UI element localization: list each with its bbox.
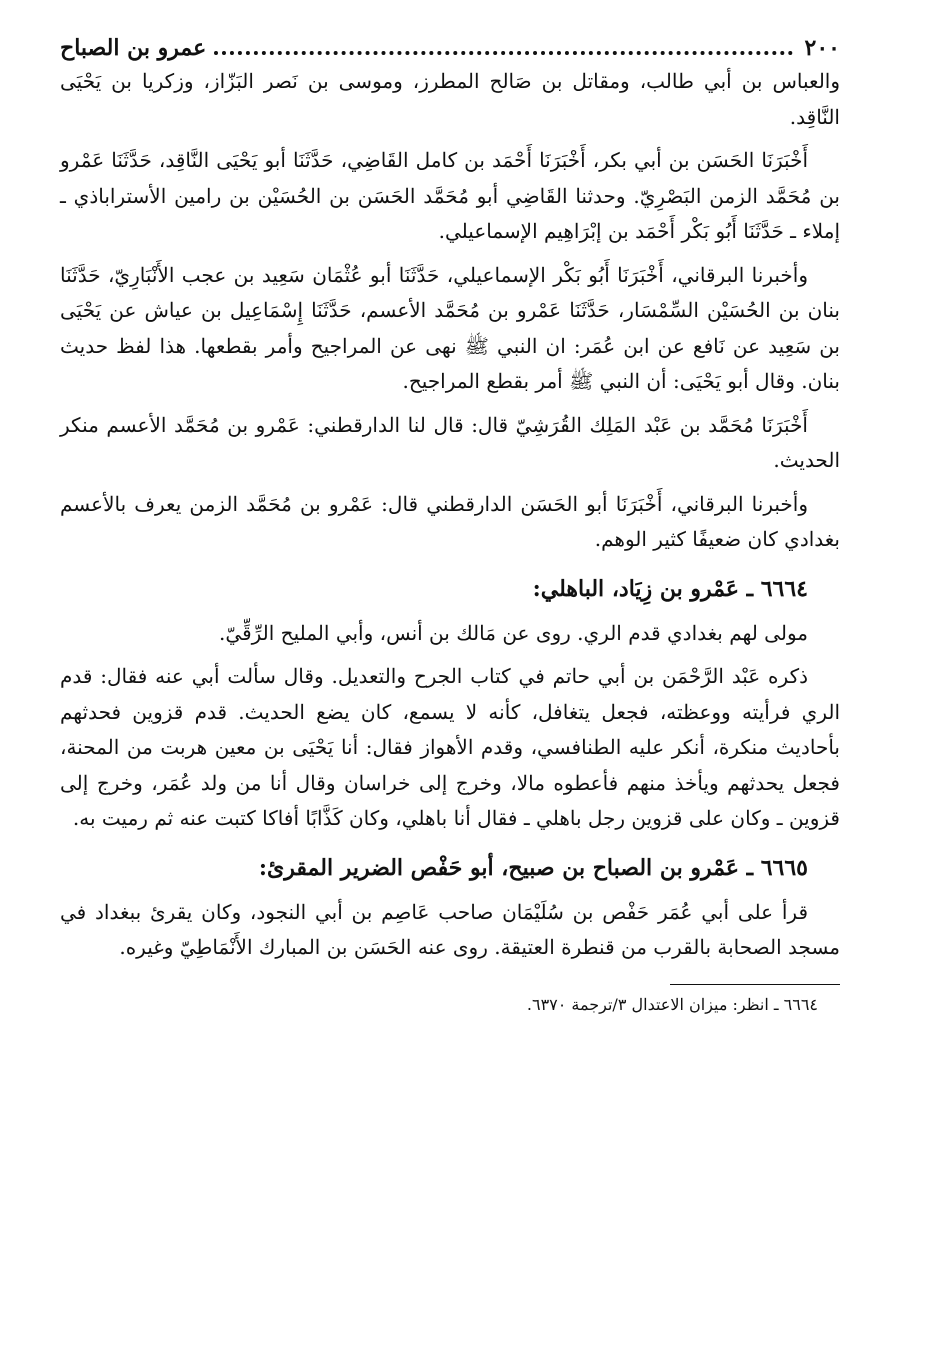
- footnote-separator: [670, 984, 840, 985]
- running-title: عمرو بن الصباح: [60, 35, 207, 61]
- paragraph: قرأ على أبي عُمَر حَفْص بن سُلَيْمَان صاحب عَاصِم بن أبي النجود، وكان يقرئ ببغداد في مسجد الصحابة بالقرب من قنطرة العتيقة. روى عنه الحَسَن بن المبارك الأَنْمَاطِيّ وغيره.: [60, 899, 840, 959]
- paragraph: ذكره عَبْد الرَّحْمَن بن أبي حاتم في كتاب الجرح والتعديل. وقال سألت أبي عنه فقال: قدم الري فرأيته ووعظته، فجعل يتغافل، كأنه لا يسمع، كان يضع الحديث. قدم قزوين فحدثهم بأحاديث منكرة، أنكر عليه الطنافسي، وقدم الأهواز فقال: أنا يَحْيَى بن معين هربت من المحنة، فجعل يحدثهم ويأخذ منهم فأعطوه مالا، وخرج إلى خراسان وقال أنا من ولد عُمَر، وخرج إلى قزوين ـ وكان على قزوين رجل باهلي ـ فقال أنا باهلي، وكان كَذَّابًا أفاكا كتبت عنه ثم رميت به.: [60, 664, 840, 830]
- header-dot-leader: [214, 51, 792, 55]
- paragraph: وأخبرنا البرقاني، أَخْبَرَنَا أبو الحَسَن الدارقطني قال: عَمْرو بن مُحَمَّد الزمن يعرف بالأعسم بغدادي كان ضعيفًا كثير الوهم.: [60, 491, 840, 551]
- footnote: ٦٦٦٤ ـ انظر: ميزان الاعتدال ٣/ترجمة ٦٣٧٠.: [526, 994, 818, 1014]
- paragraph: والعباس بن أبي طالب، ومقاتل بن صَالح المطرز، وموسى بن نَصر البَزّاز، وزكريا بن يَحْيَى النَّاقِد.: [60, 69, 841, 129]
- page-content: [60, 30, 840, 1019]
- paragraph: مولى لهم بغدادي قدم الري. روى عن مَالك بن أنس، وأبي المليح الرِّقِّيّ.: [219, 620, 808, 645]
- paragraph: أَخْبَرَنَا الحَسَن بن أبي بكر، أَخْبَرَنَا أَحْمَد بن كامل القَاضِي، حَدَّثَنَا أبو يَحْيَى النَّاقِد، حَدَّثَنَا عَمْرو بن مُحَمَّد الزمن البَصْرِيّ. وحدثنا القَاضِي أبو مُحَمَّد الحَسَن بن الحُسَيْن بن رامين الأستراباذي ـ إملاء ـ حَدَّثَنَا أَبُو بَكْر أَحْمَد بن إبْرَاهِيم الإسماعيلي.: [60, 148, 840, 243]
- page-number: ٢٠٠: [804, 35, 840, 61]
- paragraph: وأخبرنا البرقاني، أَخْبَرَنَا أَبُو بَكْر الإسماعيلي، حَدَّثَنَا أبو عُثْمَان سَعِيد بن عجب الأَنْبَارِيّ، حَدَّثَنَا بنان بن الحُسَيْن السِّمْسَار، حَدَّثَنَا عَمْرو بن مُحَمَّد الأعسم، حَدَّثَنَا إِسْمَاعِيل بن عياش عن يَحْيَى بن سَعِيد عن نَافع عن ابن عُمَر: ان النبي ﷺ نهى عن المراجيح وأمر بقطعها. هذا لفظ حديث بنان. وقال أبو يَحْيَى: أن النبي ﷺ أمر بقطع المراجيح.: [60, 262, 840, 393]
- entry-heading-6664: ٦٦٦٤ ـ عَمْرو بن زِيَاد، الباهلي:: [532, 575, 808, 602]
- running-header: [60, 30, 840, 64]
- entry-heading-6665: ٦٦٦٥ ـ عَمْرو بن الصباح بن صبيح، أبو حَفْص الضرير المقرئ:: [258, 854, 808, 881]
- paragraph: أَخْبَرَنَا مُحَمَّد بن عَبْد المَلِك القُرَشِيّ قال: قال لنا الدارقطني: عَمْرو بن مُحَمَّد الأعسم منكر الحديث.: [60, 412, 840, 472]
